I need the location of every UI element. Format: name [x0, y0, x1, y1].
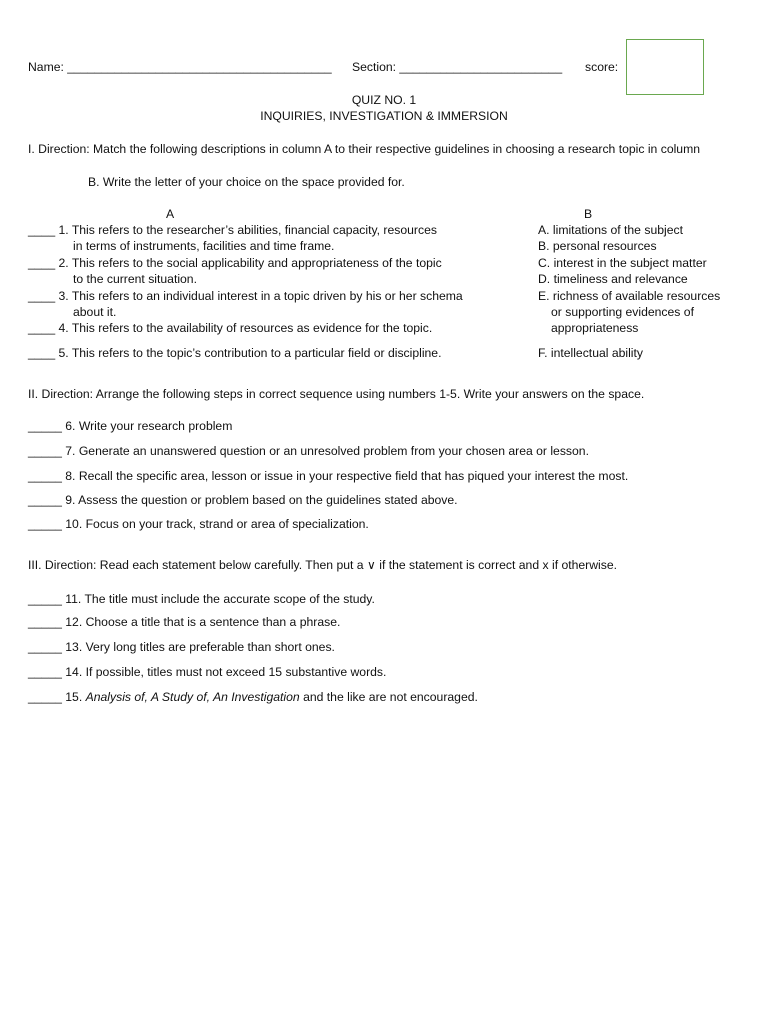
- quiz-title: QUIZ NO. 1: [351, 93, 417, 107]
- quiz-subtitle: INQUIRIES, INVESTIGATION & IMMERSION: [260, 109, 508, 123]
- choice-e: E. richness of available resources: [538, 289, 721, 303]
- choice-a: A. limitations of the subject: [538, 223, 683, 237]
- column-a-header: A: [166, 207, 175, 221]
- section-field[interactable]: Section: ________________________: [352, 60, 563, 74]
- item-8[interactable]: _____ 8. Recall the specific area, lesson or issue in your respective field that has piqued your interest the most.: [28, 469, 629, 483]
- item-15-prefix: _____ 15.: [28, 690, 86, 704]
- score-label: score:: [585, 60, 619, 74]
- item-15-italic: Analysis of, A Study of, An Investigation: [85, 690, 300, 704]
- column-b-header: B: [584, 207, 593, 221]
- item-3[interactable]: ____ 3. This refers to an individual interest in a topic driven by his or her schema: [28, 289, 463, 303]
- choice-c: C. interest in the subject matter: [538, 256, 707, 270]
- item-4[interactable]: ____ 4. This refers to the availability of resources as evidence for the topic.: [28, 321, 433, 335]
- name-field[interactable]: Name: _______________________________________: [28, 60, 332, 74]
- score-box[interactable]: [626, 39, 704, 95]
- item-3-cont: about it.: [73, 305, 117, 319]
- item-15[interactable]: [28, 690, 478, 704]
- item-7[interactable]: _____ 7. Generate an unanswered question or an unresolved problem from your chosen area or lesson.: [28, 444, 589, 458]
- item-2[interactable]: ____ 2. This refers to the social applicability and appropriateness of the topic: [28, 256, 442, 270]
- choice-b: B. personal resources: [538, 239, 657, 253]
- item-1-cont: in terms of instruments, facilities and time frame.: [73, 239, 335, 253]
- item-6[interactable]: _____ 6. Write your research problem: [28, 419, 233, 433]
- part1-direction-cont: B. Write the letter of your choice on the space provided for.: [88, 175, 405, 189]
- item-1[interactable]: ____ 1. This refers to the researcher’s abilities, financial capacity, resources: [28, 223, 437, 237]
- item-11[interactable]: _____ 11. The title must include the accurate scope of the study.: [28, 592, 375, 606]
- item-2-cont: to the current situation.: [73, 272, 197, 286]
- part1-direction: I. Direction: Match the following descriptions in column A to their respective guidelines in choosing a research topic in column: [28, 142, 701, 156]
- item-13[interactable]: _____ 13. Very long titles are preferable than short ones.: [28, 640, 335, 654]
- choice-d: D. timeliness and relevance: [538, 272, 688, 286]
- item-15-suffix: and the like are not encouraged.: [299, 690, 478, 704]
- choice-f: F. intellectual ability: [538, 346, 643, 360]
- item-10[interactable]: _____ 10. Focus on your track, strand or area of specialization.: [28, 517, 369, 531]
- choice-e-cont-1: or supporting evidences of: [551, 305, 694, 319]
- part2-direction: II. Direction: Arrange the following steps in correct sequence using numbers 1-5. Write your answers on the space.: [28, 387, 645, 401]
- item-14[interactable]: _____ 14. If possible, titles must not exceed 15 substantive words.: [28, 665, 387, 679]
- choice-e-cont-2: appropriateness: [551, 321, 639, 335]
- item-5[interactable]: ____ 5. This refers to the topic’s contribution to a particular field or discipline.: [28, 346, 442, 360]
- part3-direction: III. Direction: Read each statement below carefully. Then put a ∨ if the statement is correct and x if otherwise.: [28, 558, 618, 572]
- item-12[interactable]: _____ 12. Choose a title that is a sentence than a phrase.: [28, 615, 341, 629]
- item-9[interactable]: _____ 9. Assess the question or problem based on the guidelines stated above.: [28, 493, 458, 507]
